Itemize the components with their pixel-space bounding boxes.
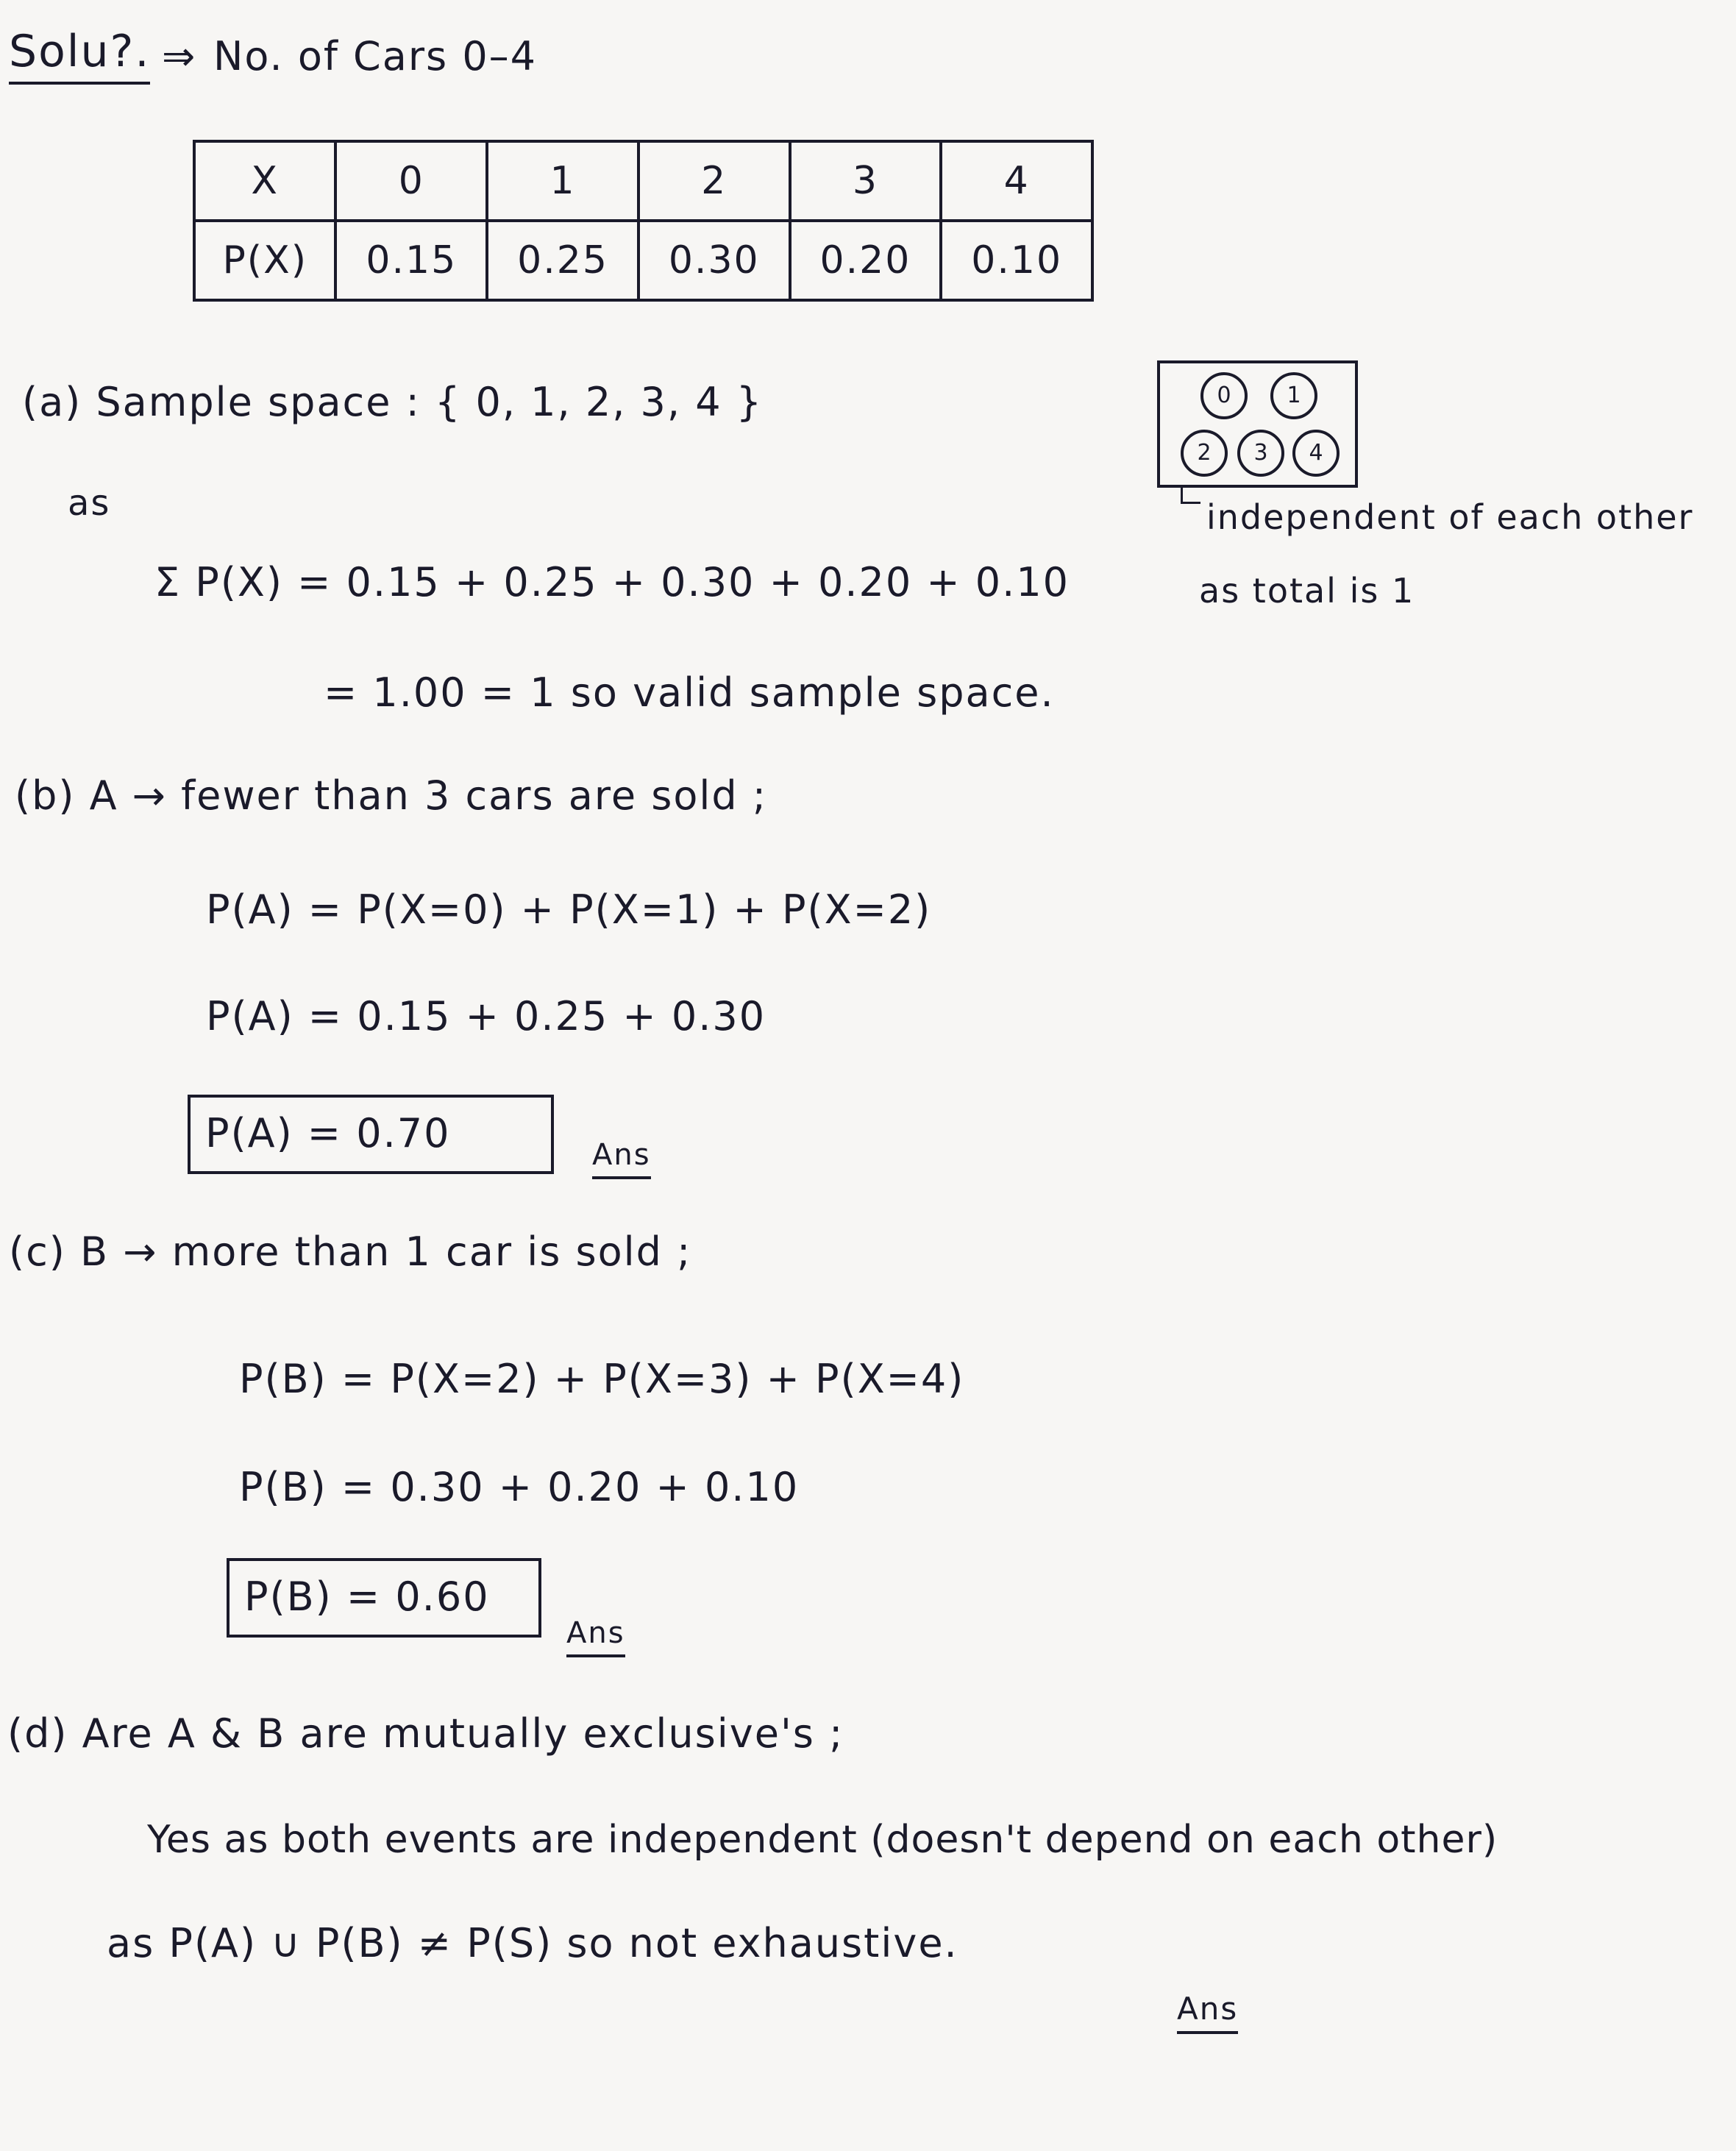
table-cell: 4: [941, 141, 1092, 221]
part-b-heading: (b) A → fewer than 3 cars are sold ;: [15, 772, 768, 819]
part-a-result: = 1.00 = 1 so valid sample space.: [324, 669, 1055, 716]
outcome-circle: 3: [1237, 430, 1284, 477]
part-b-eq2: P(A) = 0.15 + 0.25 + 0.30: [206, 993, 766, 1039]
side-note-line2: as total is 1: [1199, 571, 1415, 611]
answer-box-a: [188, 1095, 554, 1174]
part-d-line3: as P(A) ∪ P(B) ≠ P(S) so not exhaustive.: [107, 1920, 958, 1966]
part-a-heading: (a) Sample space : { 0, 1, 2, 3, 4 }: [22, 379, 764, 425]
part-d-line2: Yes as both events are independent (doesn't depend on each other): [147, 1818, 1498, 1862]
ans-label-b: Ans: [566, 1618, 625, 1648]
answer-b: P(B) = 0.60: [244, 1574, 490, 1620]
ans-label-a: Ans: [592, 1140, 651, 1170]
part-a-sum: Σ P(X) = 0.15 + 0.25 + 0.30 + 0.20 + 0.10: [154, 559, 1070, 605]
page-title: No. of Cars 0–4: [213, 33, 538, 79]
answer-box-b: [227, 1558, 541, 1638]
side-note-line1: independent of each other: [1206, 497, 1694, 537]
table-cell: 0: [335, 141, 487, 221]
table-cell: 0.30: [638, 221, 790, 300]
table-cell: 2: [638, 141, 790, 221]
arrow-icon: ⇒: [162, 33, 197, 79]
table-cell: 0.10: [941, 221, 1092, 300]
probability-table: [193, 140, 1094, 302]
note-pointer-icon: [1181, 486, 1200, 504]
table-cell: 1: [487, 141, 638, 221]
part-c-eq2: P(B) = 0.30 + 0.20 + 0.10: [239, 1464, 800, 1510]
table-cell: 0.15: [335, 221, 487, 300]
table-cell: P(X): [194, 221, 335, 300]
table-cell: 0.20: [790, 221, 942, 300]
part-c-heading: (c) B → more than 1 car is sold ;: [9, 1229, 692, 1275]
table-cell: X: [194, 141, 335, 221]
part-a-as: as: [68, 483, 111, 524]
table-cell: 0.25: [487, 221, 638, 300]
table-header-row: [194, 141, 1092, 221]
outcome-circle: 0: [1200, 372, 1248, 419]
answer-a: P(A) = 0.70: [205, 1110, 451, 1156]
part-b-eq1: P(A) = P(X=0) + P(X=1) + P(X=2): [206, 886, 932, 933]
outcome-circle: 4: [1292, 430, 1340, 477]
outcome-circle: 1: [1270, 372, 1317, 419]
ans-label-d: Ans: [1177, 1994, 1238, 2024]
part-c-eq1: P(B) = P(X=2) + P(X=3) + P(X=4): [239, 1356, 965, 1402]
solution-label: Solu?.: [9, 29, 150, 74]
sample-space-diagram: [1157, 360, 1358, 488]
part-d-heading: (d) Are A & B are mutually exclusive's ;: [7, 1710, 844, 1757]
table-cell: 3: [790, 141, 942, 221]
table-row: [194, 221, 1092, 300]
outcome-circle: 2: [1181, 430, 1228, 477]
